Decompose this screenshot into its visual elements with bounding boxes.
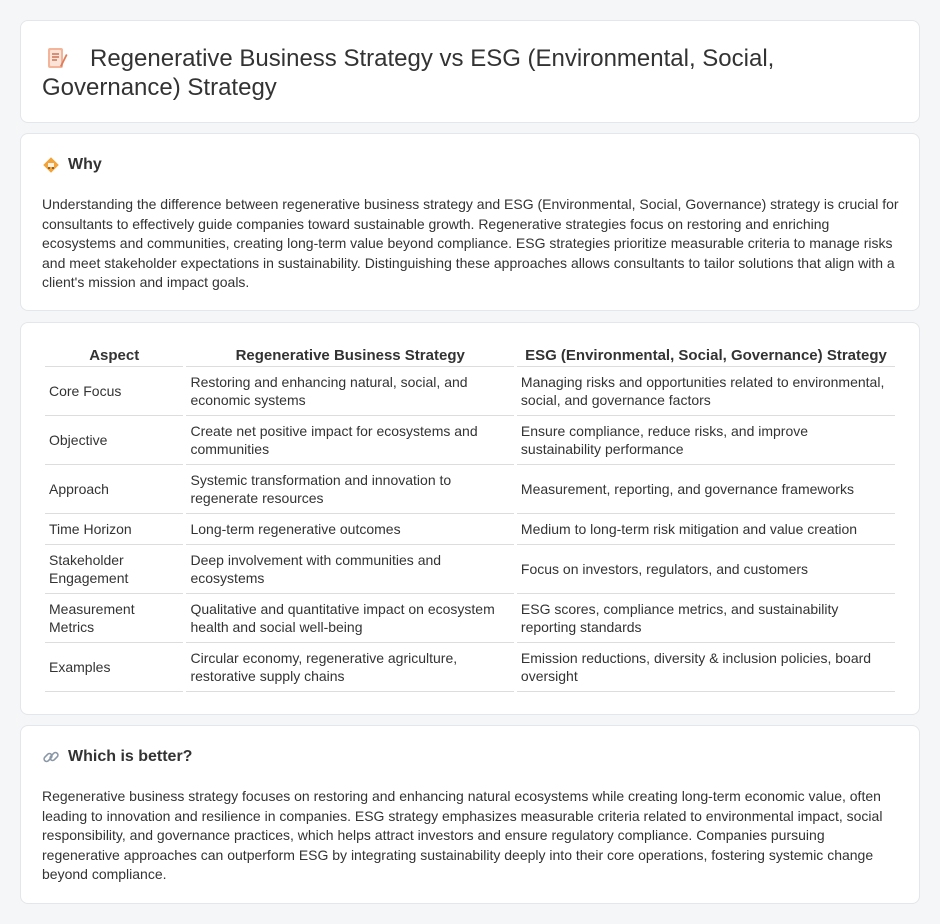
table-cell: Restoring and enhancing natural, social, and economic systems <box>186 367 513 416</box>
link-icon <box>42 748 60 766</box>
warning-sign-icon <box>42 156 60 174</box>
table-cell: ESG scores, compliance metrics, and sustainability reporting standards <box>517 594 895 643</box>
table-cell: Managing risks and opportunities related to environmental, social, and governance factors <box>517 367 895 416</box>
table-cell: Circular economy, regenerative agriculture, restorative supply chains <box>186 643 513 692</box>
table-cell: Measurement Metrics <box>45 594 183 643</box>
page-title <box>42 44 902 102</box>
table-cell: Systemic transformation and innovation to regenerate resources <box>186 465 513 514</box>
table-cell: Emission reductions, diversity & inclusion policies, board oversight <box>517 643 895 692</box>
table-cell: Measurement, reporting, and governance frameworks <box>517 465 895 514</box>
table-header-row <box>45 345 895 367</box>
table-row <box>45 643 895 692</box>
better-heading-row <box>42 748 192 766</box>
comparison-table <box>42 345 898 692</box>
better-heading: Which is better? <box>68 748 193 765</box>
better-text: Regenerative business strategy focuses on restoring and enhancing natural ecosystems while creating long-term economic value, often leading to innovation and resilience in companies. ESG strategy emphasizes measurable criteria related to environmental impact, social responsibility, and governance practices, which helps attract investors and ensure regulatory compliance. Companies pursuing regenerative approaches can outperform ESG by integrating sustainability deeply into their core operations, fostering systemic change beyond compliance. <box>42 788 883 882</box>
why-section <box>20 133 920 311</box>
table-cell: Time Horizon <box>45 514 183 545</box>
table-cell: Stakeholder Engagement <box>45 545 183 594</box>
title-card <box>20 20 920 123</box>
why-text: Understanding the difference between regenerative business strategy and ESG (Environmental, Social, Governance) strategy is crucial for consultants to effectively guide companies toward sustainable growth. Regenerative strategies focus on restoring and enriching ecosystems and communities, creating long-term value beyond compliance. ESG strategies prioritize measurable criteria to manage risks and meet stakeholder expectations in sustainability. Distinguishing these approaches allows consultants to tailor solutions that align with a client's mission and impact goals. <box>42 196 899 290</box>
which-is-better-section <box>20 725 920 904</box>
comparison-section <box>20 322 920 715</box>
table-row <box>45 416 895 465</box>
table-cell: Examples <box>45 643 183 692</box>
why-heading: Why <box>68 156 102 173</box>
column-header: Aspect <box>45 345 183 367</box>
column-header: Regenerative Business Strategy <box>186 345 513 367</box>
column-header: ESG (Environmental, Social, Governance) Strategy <box>517 345 895 367</box>
table-row <box>45 594 895 643</box>
table-row <box>45 514 895 545</box>
table-row <box>45 545 895 594</box>
table-cell: Qualitative and quantitative impact on ecosystem health and social well-being <box>186 594 513 643</box>
table-row <box>45 367 895 416</box>
table-cell: Core Focus <box>45 367 183 416</box>
page-title-text: Regenerative Business Strategy vs ESG (Environmental, Social, Governance) Strategy <box>42 45 775 101</box>
table-cell: Ensure compliance, reduce risks, and improve sustainability performance <box>517 416 895 465</box>
table-cell: Focus on investors, regulators, and customers <box>517 545 895 594</box>
table-cell: Create net positive impact for ecosystems and communities <box>186 416 513 465</box>
table-row <box>45 465 895 514</box>
memo-icon <box>46 46 68 70</box>
table-cell: Approach <box>45 465 183 514</box>
table-cell: Medium to long-term risk mitigation and value creation <box>517 514 895 545</box>
table-cell: Objective <box>45 416 183 465</box>
table-cell: Deep involvement with communities and ecosystems <box>186 545 513 594</box>
table-cell: Long-term regenerative outcomes <box>186 514 513 545</box>
why-heading-row <box>42 156 102 174</box>
